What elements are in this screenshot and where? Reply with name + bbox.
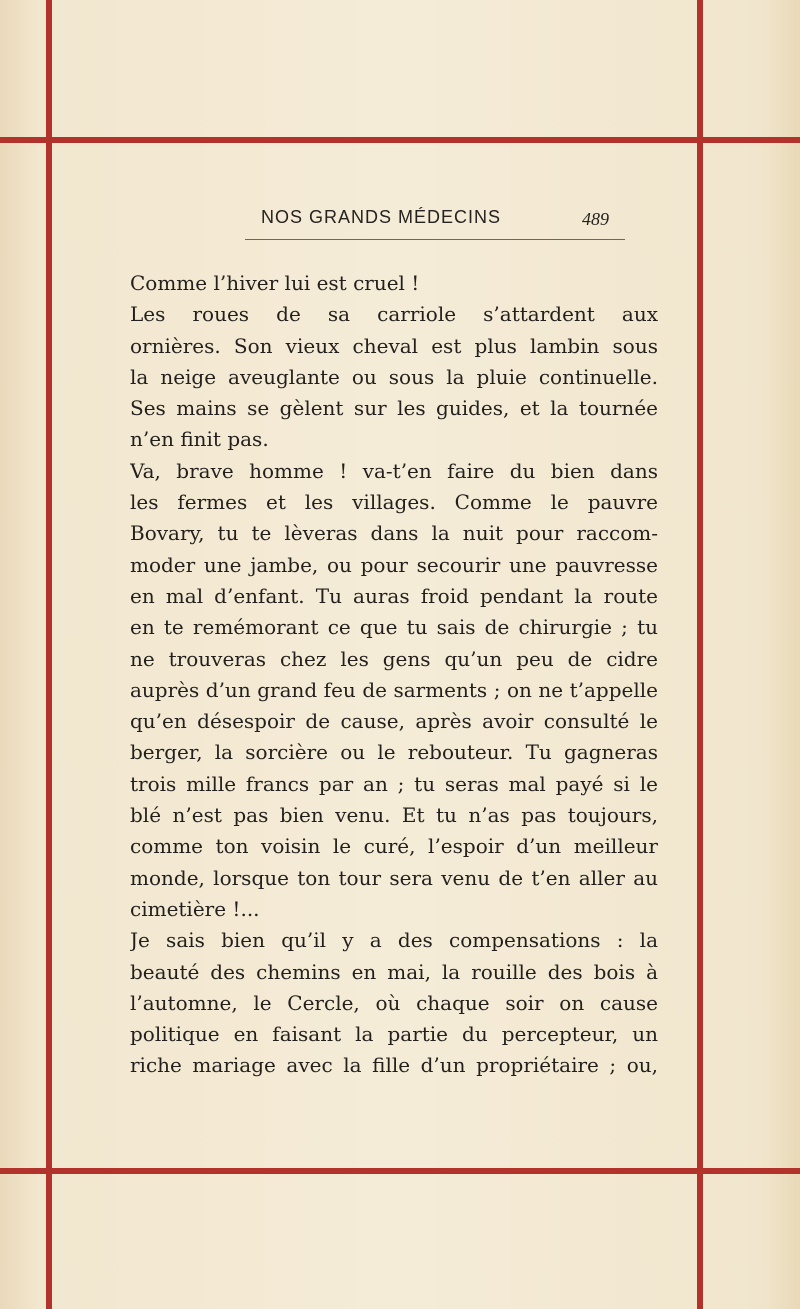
text-line: berger, la sorcière ou le rebouteur. Tu gagneras <box>130 740 658 765</box>
text-line: blé n’est pas bien venu. Et tu n’as pas toujours, <box>130 803 658 828</box>
text-line: Les roues de sa carriole s’attardent aux <box>130 302 658 327</box>
text-line: les fermes et les villages. Comme le pauvre <box>130 490 658 515</box>
text-line: cimetière !... <box>130 896 260 921</box>
text-line: riche mariage avec la fille d’un propriétaire ; ou, <box>130 1053 658 1078</box>
text-line: ornières. Son vieux cheval est plus lambin sous <box>130 333 658 358</box>
text-line: la neige aveuglante ou sous la pluie continuelle. <box>130 364 658 389</box>
frame-rule-right <box>697 0 703 1309</box>
text-line: beauté des chemins en mai, la rouille des bois à <box>130 959 658 984</box>
frame-rule-bottom <box>0 1168 800 1174</box>
text-line: Comme l’hiver lui est cruel ! <box>130 271 420 295</box>
text-line: Bovary, tu te lèveras dans la nuit pour raccom- <box>130 521 658 546</box>
text-line: n’en finit pas. <box>130 427 269 452</box>
text-line: Va, brave homme ! va-t’en faire du bien dans <box>130 458 658 483</box>
text-line: auprès d’un grand feu de sarments ; on ne t’appelle <box>130 677 658 702</box>
text-line: Je sais bien qu’il y a des compensations : la <box>130 928 658 953</box>
frame-rule-top <box>0 137 800 143</box>
header-rule <box>245 239 625 240</box>
text-line: monde, lorsque ton tour sera venu de t’en aller au <box>130 865 658 890</box>
page-header <box>245 207 625 241</box>
running-head: NOS GRANDS MÉDECINS <box>261 207 502 227</box>
text-line: trois mille francs par an ; tu seras mal payé si le <box>130 771 658 796</box>
page-number: 489 <box>582 209 609 229</box>
text-line: en te remémorant ce que tu sais de chirurgie ; tu <box>130 615 658 640</box>
body-text <box>130 268 658 1082</box>
frame-rule-left <box>46 0 52 1309</box>
text-line: moder une jambe, ou pour secourir une pauvresse <box>130 552 658 577</box>
text-line: Ses mains se gèlent sur les guides, et la tournée <box>130 396 658 421</box>
text-line: politique en faisant la partie du percepteur, un <box>130 1022 658 1047</box>
text-line: qu’en désespoir de cause, après avoir consulté le <box>130 709 658 734</box>
text-line: en mal d’enfant. Tu auras froid pendant la route <box>130 583 658 608</box>
text-line: l’automne, le Cercle, où chaque soir on cause <box>130 990 658 1015</box>
text-line: ne trouveras chez les gens qu’un peu de cidre <box>130 646 658 671</box>
text-line: comme ton voisin le curé, l’espoir d’un meilleur <box>130 834 658 859</box>
